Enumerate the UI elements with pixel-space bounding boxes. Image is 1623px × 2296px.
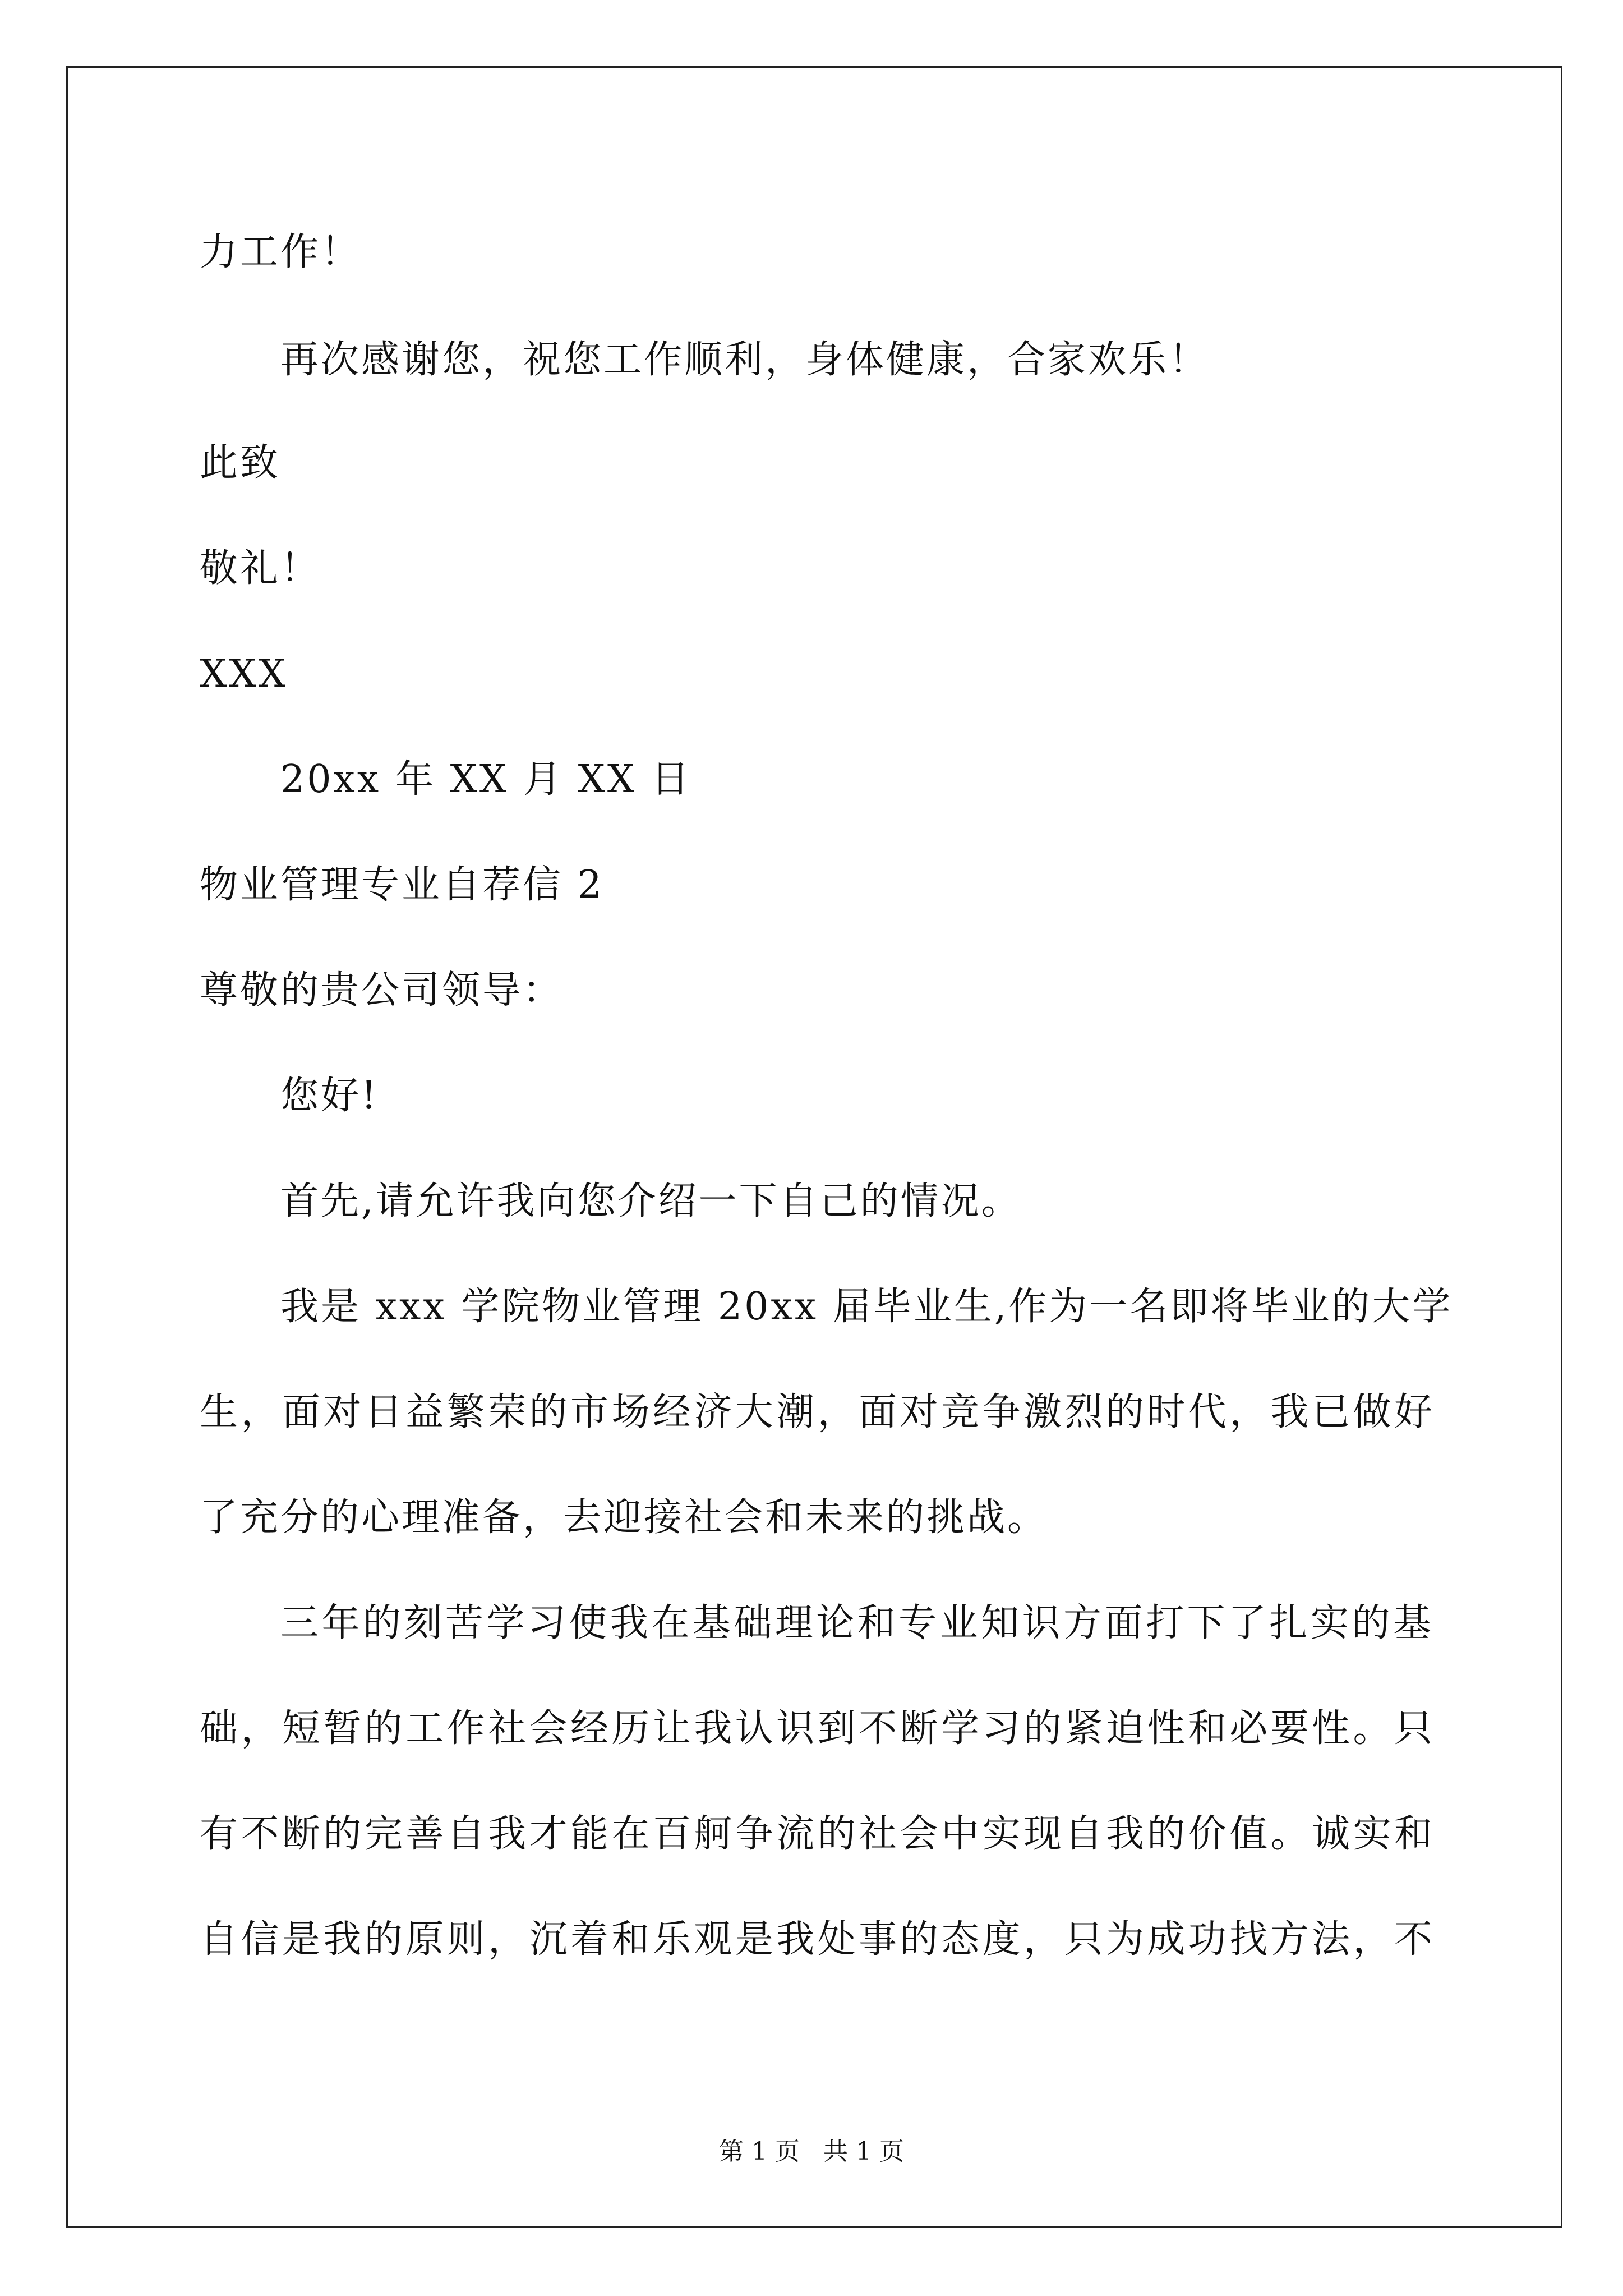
letter-line-regards: 敬礼！ xyxy=(200,546,321,591)
letter-line-addressee: 尊敬的贵公司领导： xyxy=(200,968,564,1013)
paragraph-line: 有不断的完善自我才能在百舸争流的社会中实现自我的价值。诚实和 xyxy=(200,1812,1433,1856)
page-frame xyxy=(66,66,1562,2228)
paragraph-line: 三年的刻苦学习使我在基础理论和专业知识方面打下了扎实的基 xyxy=(280,1601,1433,1645)
paragraph-line: 自信是我的原则，沉着和乐观是我处事的态度，只为成功找方法，不 xyxy=(200,1917,1433,1962)
letter-line-closing-continued: 力工作！ xyxy=(200,230,362,274)
letter-line-salutation-close: 此致 xyxy=(200,441,281,485)
paragraph-line: 生，面对日益繁荣的市场经济大潮，面对竞争激烈的时代，我已做好 xyxy=(200,1390,1433,1434)
page-total: 共 1 页 xyxy=(823,2137,904,2166)
letter-line-intro: 首先,请允许我向您介绍一下自己的情况。 xyxy=(280,1179,1022,1223)
section-title: 物业管理专业自荐信 2 xyxy=(200,863,604,907)
letter-line-thanks: 再次感谢您，祝您工作顺利，身体健康，合家欢乐！ xyxy=(280,338,1210,382)
page-footer xyxy=(0,2136,1623,2168)
letter-line-signature: XXX xyxy=(200,652,288,696)
paragraph-line: 础，短暂的工作社会经历让我认识到不断学习的紧迫性和必要性。只 xyxy=(200,1706,1433,1751)
paragraph-line: 了充分的心理准备，去迎接社会和未来的挑战。 xyxy=(200,1496,1048,1540)
letter-line-date: 20xx 年 XX 月 XX 日 xyxy=(280,757,691,802)
paragraph-line: 我是 xxx 学院物业管理 20xx 届毕业生,作为一名即将毕业的大学 xyxy=(280,1285,1453,1329)
page-number: 第 1 页 xyxy=(719,2137,800,2166)
letter-line-greeting: 您好! xyxy=(280,1074,379,1118)
